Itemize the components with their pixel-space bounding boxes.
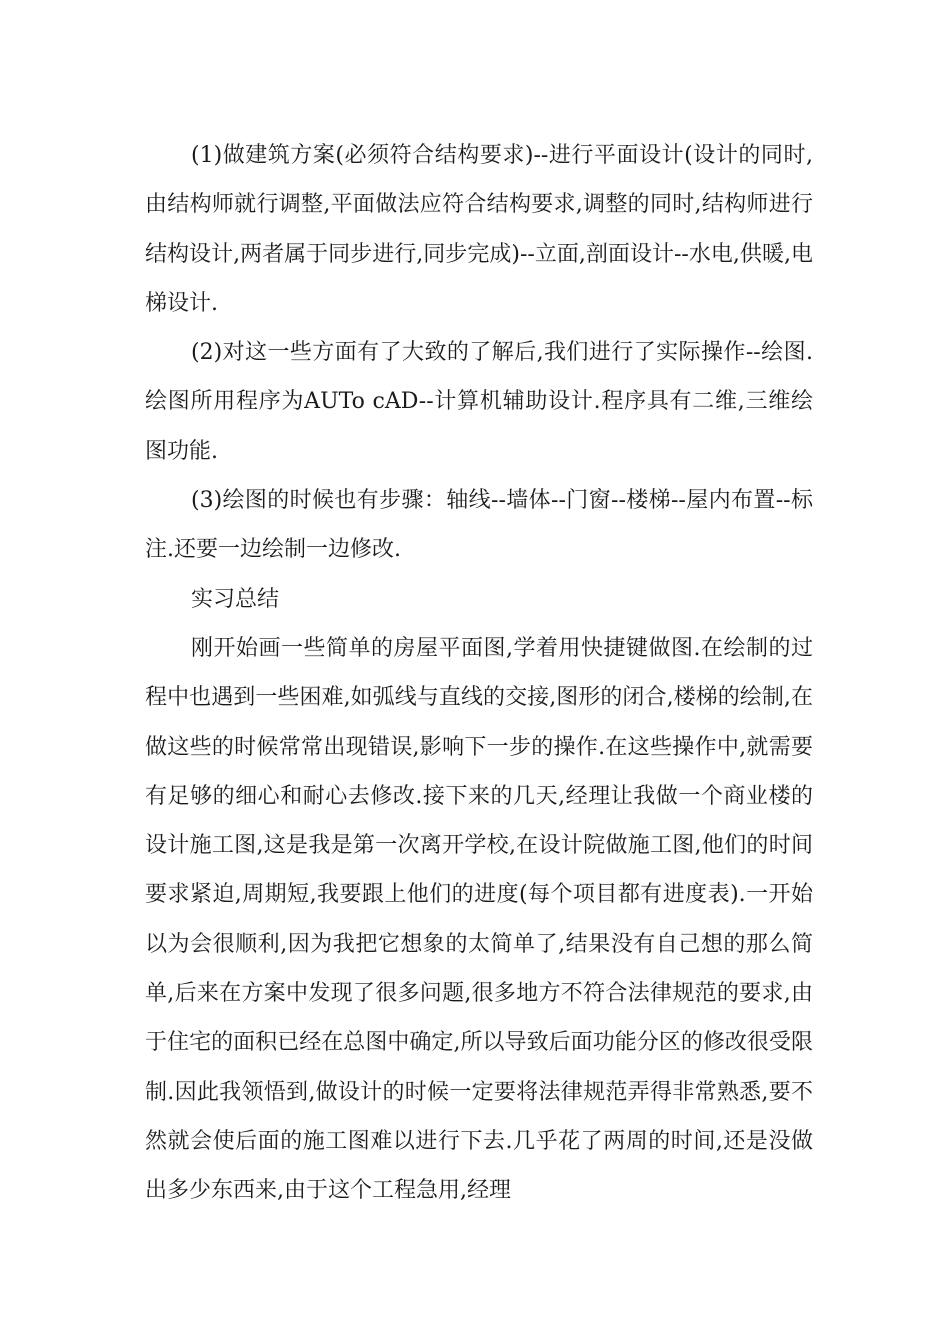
paragraph-step-3: (3)绘图的时候也有步骤：轴线--墙体--门窗--楼梯--屋内布置--标注.还要一边绘制一边修改.: [145, 488, 813, 563]
paragraph-summary: 刚开始画一些简单的房屋平面图,学着用快捷键做图.在绘制的过程中也遇到一些困难,如弧线与直线的交接,图形的闭合,楼梯的绘制,在做这些的时候常常出现错误,影响下一步的操作.在这些操作中,就需要有足够的细心和耐心去修改.接下来的几天,经理让我做一个商业楼的设计施工图,这是我是第一次离开学校,在设计院做施工图,他们的时间要求紧迫,周期短,我要跟上他们的进度(每个项目都有进度表).一开始以为会很顺利,因为我把它想象的太简单了,结果没有自己想的那么简单,后来在方案中发现了很多问题,很多地方不符合法律规范的要求,由于住宅的面积已经在总图中确定,所以导致后面功能分区的修改很受限制.因此我领悟到,做设计的时候一定要将法律规范弄得非常熟悉,要不然就会使后面的施工图难以进行下去.几乎花了两周的时间,还是没做出多少东西来,由于这个工程急用,经理: [145, 635, 813, 1204]
paragraph-step-1: (1)做建筑方案(必须符合结构要求)--进行平面设计(设计的同时,由结构师就行调整,平面做法应符合结构要求,调整的同时,结构师进行结构设计,两者属于同步进行,同步完成)--立面,剖面设计--水电,供暖,电梯设计.: [145, 143, 813, 316]
paragraph-step-2: (2)对这一些方面有了大致的了解后,我们进行了实际操作--绘图.绘图所用程序为AUTo cAD--计算机辅助设计.程序具有二维,三维绘图功能.: [145, 340, 813, 464]
document-body: [145, 131, 813, 1216]
section-heading: 实习总结: [191, 586, 280, 612]
